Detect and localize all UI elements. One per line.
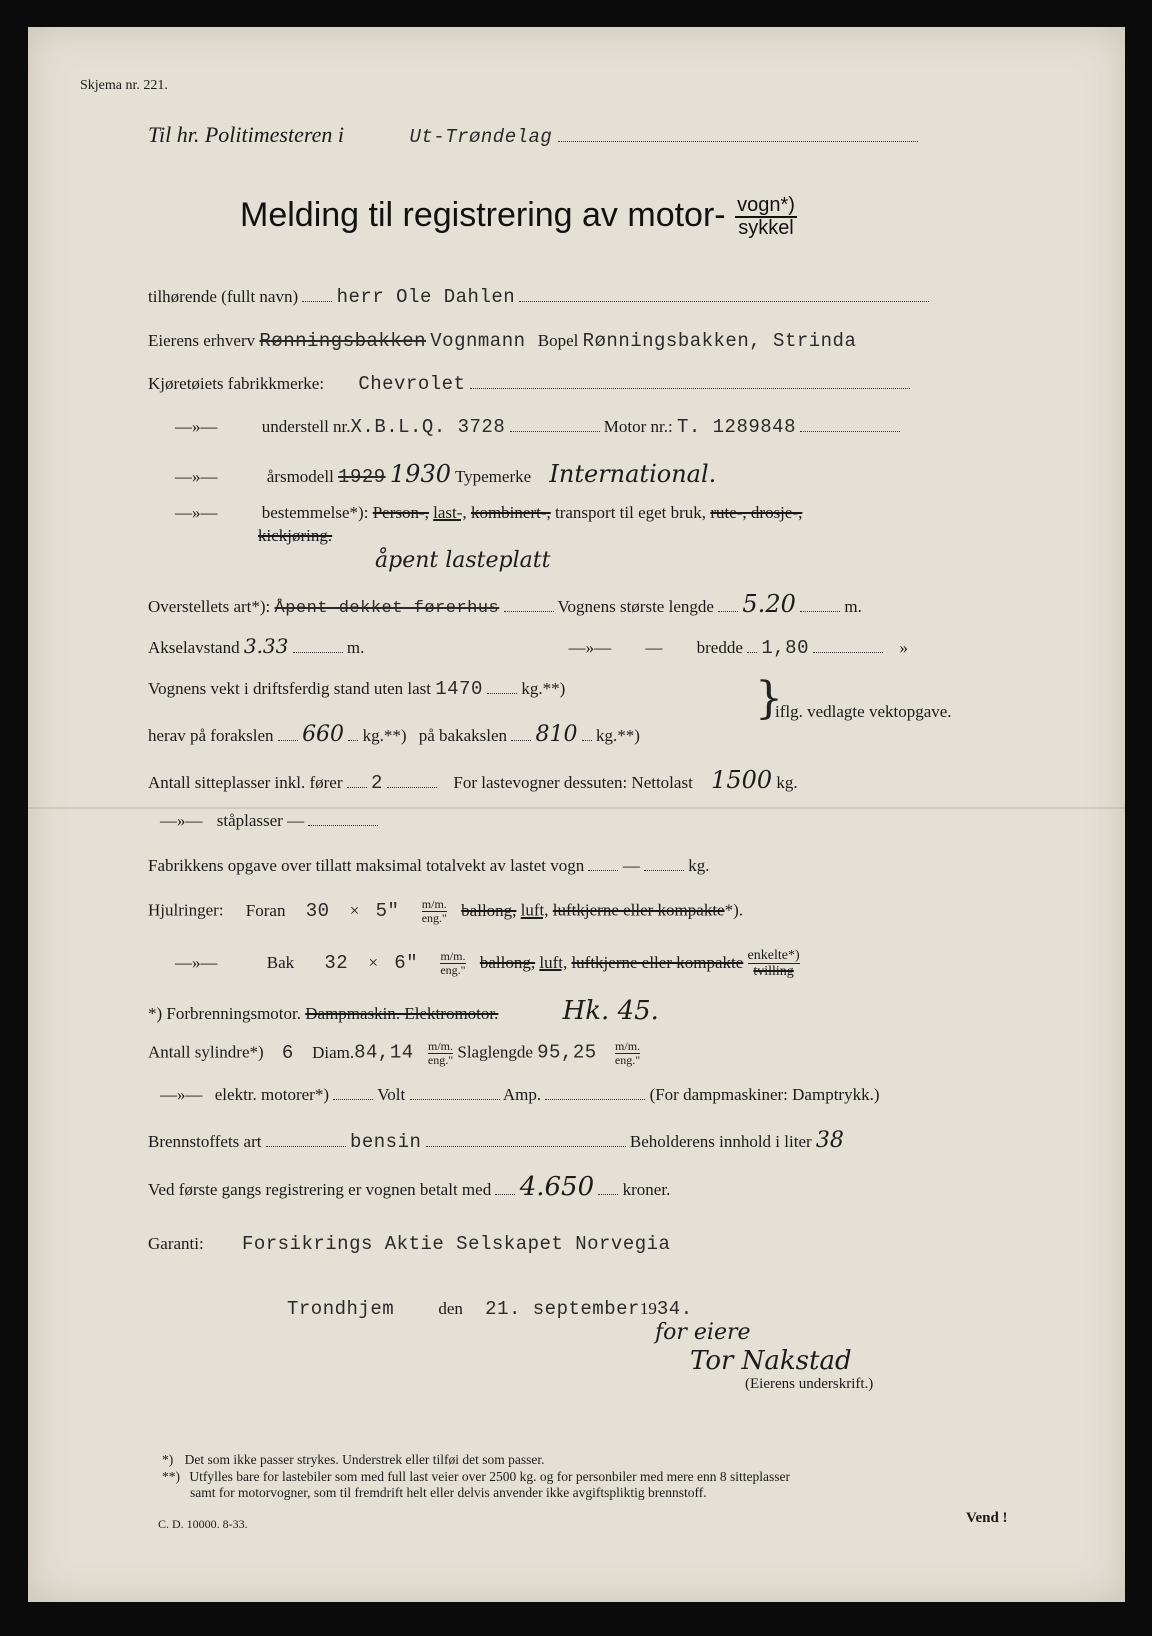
length-label: Vognens største lengde xyxy=(557,597,714,616)
guarantee-label: Garanti: xyxy=(148,1234,204,1253)
footnote-mark: *) xyxy=(162,1452,174,1467)
purpose-row xyxy=(175,503,802,523)
purpose-rest: transport til eget bruk, xyxy=(554,503,707,522)
ditto-mark: —»— xyxy=(160,1085,203,1104)
date-value: 21. september xyxy=(485,1298,640,1320)
axle-front-label: herav på forakslen xyxy=(148,726,274,745)
to-label: Til hr. Politimesteren i xyxy=(148,122,344,147)
guarantee-row xyxy=(148,1233,670,1255)
fold-line xyxy=(28,807,1125,809)
residence-value: Rønningsbakken, Strinda xyxy=(582,330,857,352)
diam-label: Diam. xyxy=(312,1042,355,1062)
axle-rear-label: på bakakslen xyxy=(418,726,508,745)
diam-unit xyxy=(428,1040,453,1067)
price-label: Ved første gangs registrering er vognen betalt med xyxy=(148,1180,492,1199)
tank-label: Beholderens innhold i liter xyxy=(629,1132,812,1151)
chassis-row xyxy=(175,416,900,438)
model-row xyxy=(175,460,716,488)
turn-over-note: Vend ! xyxy=(966,1510,1008,1526)
owner-value: herr Ole Dahlen xyxy=(336,286,516,308)
stroke-label: Slaglengde xyxy=(457,1042,533,1062)
weight-unit: kg.**) xyxy=(521,679,566,698)
footnote-mark: **) xyxy=(162,1469,180,1484)
stroke-value: 95,25 xyxy=(537,1041,597,1064)
purpose-opt-rute: rute-, drosje-, xyxy=(710,503,803,522)
unit-top: m/m. xyxy=(440,949,466,964)
occupation-value: Vognmann xyxy=(430,330,526,352)
year-value: 34. xyxy=(656,1298,693,1320)
wheelbase-unit: m. xyxy=(346,638,365,657)
standing-row xyxy=(160,811,378,831)
body-row xyxy=(148,590,862,618)
ditto-mark: —»— xyxy=(175,503,218,522)
footnote-text: Utfylles bare for lastebiler som med full last veier over 2500 kg. og for personbiler med mere enn 8 sitteplasser xyxy=(189,1469,790,1484)
diam-value: 84,14 xyxy=(354,1041,414,1064)
chassis-value: X.B.L.Q. 3728 xyxy=(350,416,506,438)
unit-top: m/m. xyxy=(421,897,447,911)
fuel-label: Brennstoffets art xyxy=(148,1132,262,1151)
price-unit: kroner. xyxy=(622,1180,671,1199)
axle-rear-value: 810 xyxy=(535,722,578,747)
right-brace: } xyxy=(755,673,783,724)
length-unit: m. xyxy=(844,597,862,616)
unit-top: m/m. xyxy=(427,1039,453,1053)
tires-rear-side: Bak xyxy=(266,952,295,972)
chassis-label: understell nr. xyxy=(261,417,351,436)
purpose-opt-last: last-, xyxy=(433,503,467,522)
tires-rear-kompakte: luftkjerne eller kompakte xyxy=(571,952,744,972)
ditto-mark: —»— xyxy=(175,417,218,436)
weight-label: Vognens vekt i driftsferdig stand uten last xyxy=(148,679,431,698)
cargo-value: 1500 xyxy=(711,766,773,794)
wheelbase-label: Akselavstand xyxy=(148,638,240,657)
tires-front-a: 30 xyxy=(305,899,330,922)
model-value: 1930 xyxy=(389,460,451,488)
tires-rear-ballong: ballong, xyxy=(479,952,536,972)
engine-row xyxy=(148,996,659,1026)
purpose-opt-person: Person-, xyxy=(372,503,429,522)
wheelbase-row xyxy=(148,634,908,659)
title-frac-top: vogn*) xyxy=(737,194,795,216)
cylinders-label: Antall sylindre*) xyxy=(148,1042,264,1062)
owner-row xyxy=(148,286,929,308)
footnote-3: samt for motorvogner, som til fremdrift helt eller delvis anvender ikke avgiftspliktig brennstoff. xyxy=(190,1485,707,1500)
place-value: Trondhjem xyxy=(287,1298,395,1320)
tires-rear-unit xyxy=(440,950,465,977)
tires-front-luft: luft, xyxy=(520,900,549,920)
unit-bottom: eng." xyxy=(440,963,466,978)
body-struck: Åpent dekket førerhus xyxy=(274,599,500,618)
max-weight-label: Fabrikkens opgave over tillatt maksimal totalvekt av lastet vogn xyxy=(148,856,585,875)
tires-rear-row xyxy=(175,948,800,980)
signature-line2: Tor Nakstad xyxy=(690,1346,852,1376)
ditto-mark: —»— xyxy=(568,638,612,657)
cylinders-row xyxy=(148,1040,640,1067)
standing-value: — xyxy=(287,811,305,830)
to-value: Ut-Trøndelag xyxy=(409,126,553,148)
engine-hp: Hk. 45. xyxy=(562,996,659,1026)
motor-value: T. 1289848 xyxy=(676,416,796,438)
mounting-bottom: tvilling xyxy=(753,964,794,980)
to-line xyxy=(148,122,918,148)
tires-front-x: × xyxy=(349,900,360,920)
axle-front-unit: kg.**) xyxy=(362,726,407,745)
purpose-opt-kick: kickjøring. xyxy=(258,526,333,545)
residence-label: Bopel xyxy=(537,331,579,350)
engine-struck: Dampmaskin. Elektromotor. xyxy=(305,1004,499,1023)
tires-front-row xyxy=(148,898,743,925)
occupation-label: Eierens erhverv xyxy=(148,331,256,350)
width-unit: » xyxy=(899,638,908,657)
type-value: International. xyxy=(549,460,717,488)
price-value: 4.650 xyxy=(519,1172,595,1202)
tires-front-kompakte: luftkjerne eller kompakte xyxy=(552,900,725,920)
form-title xyxy=(240,195,797,239)
max-weight-row xyxy=(148,856,709,876)
occupation-struck: Rønningsbakken xyxy=(259,330,427,352)
ditto-mark: —»— xyxy=(160,811,203,830)
tires-rear-mounting xyxy=(748,948,800,980)
type-label: Typemerke xyxy=(454,467,532,486)
footnote-text: Det som ikke passer strykes. Understrek eller tilføi det som passer. xyxy=(184,1452,545,1467)
unit-top: m/m. xyxy=(615,1039,641,1053)
model-struck: 1929 xyxy=(338,466,386,488)
weight-row xyxy=(148,678,565,700)
fuel-row xyxy=(148,1128,844,1153)
unit-bottom: eng." xyxy=(421,911,447,926)
purpose-opt-kombinert: kombinert-, xyxy=(470,503,551,522)
tires-rear-b: 6" xyxy=(394,951,419,974)
cargo-label: For lastevogner dessuten: Nettolast xyxy=(453,773,693,792)
weight-value: 1470 xyxy=(435,678,483,700)
tires-front-unit xyxy=(422,898,447,925)
title-fraction xyxy=(735,195,797,239)
length-value: 5.20 xyxy=(742,590,796,618)
ditto-mark: —»— xyxy=(175,952,218,972)
electric-row xyxy=(160,1085,880,1105)
max-weight-value: — xyxy=(622,856,640,875)
wheelbase-value: 3.33 xyxy=(243,634,289,658)
footnote-1 xyxy=(162,1452,545,1468)
make-value: Chevrolet xyxy=(358,373,466,395)
tires-rear-x: × xyxy=(368,952,379,972)
print-code: C. D. 10000. 8-33. xyxy=(158,1517,248,1531)
year-prefix: 19 xyxy=(639,1299,657,1318)
purpose-label: bestemmelse*): xyxy=(261,503,369,522)
steam-note: (For dampmaskiner: Damptrykk.) xyxy=(649,1085,880,1104)
ditto-mark: —»— xyxy=(175,467,218,486)
axle-front-value: 660 xyxy=(302,722,345,747)
cylinders-value: 6 xyxy=(281,1041,294,1064)
body-label: Overstellets art*): xyxy=(148,597,271,616)
axle-rear-unit: kg.**) xyxy=(596,726,640,745)
width-label: bredde xyxy=(696,638,743,657)
price-row xyxy=(148,1172,670,1202)
seats-label: Antall sitteplasser inkl. fører xyxy=(148,773,343,792)
signature-caption: (Eierens underskrift.) xyxy=(745,1376,874,1392)
width-value: 1,80 xyxy=(761,637,809,659)
place-date-row xyxy=(287,1298,693,1320)
tires-label: Hjulringer: xyxy=(148,900,224,920)
unit-bottom: eng." xyxy=(427,1053,454,1068)
signature-line1: for eiere xyxy=(655,1320,751,1345)
unit-bottom: eng." xyxy=(614,1053,641,1068)
amp-label: Amp. xyxy=(502,1085,542,1104)
den-label: den xyxy=(438,1299,463,1318)
standing-label: ståplasser xyxy=(216,811,283,830)
schema-number: Skjema nr. 221. xyxy=(80,78,168,93)
title-main: Melding til registrering av motor- xyxy=(240,195,726,234)
fuel-value: bensin xyxy=(349,1131,422,1153)
seats-value: 2 xyxy=(371,772,383,794)
tires-front-b: 5" xyxy=(375,899,400,922)
mounting-top: enkelte*) xyxy=(747,948,800,963)
model-label: årsmodell xyxy=(266,467,334,486)
tires-front-side: Foran xyxy=(245,900,286,920)
axle-row xyxy=(148,722,640,747)
width-dash: — xyxy=(645,638,663,657)
occupation-row xyxy=(148,330,856,352)
tires-rear-luft: luft, xyxy=(539,952,568,972)
tires-rear-a: 32 xyxy=(324,951,349,974)
title-frac-bottom: sykkel xyxy=(738,217,794,239)
max-weight-unit: kg. xyxy=(688,856,710,875)
weight-note: iflg. vedlagte vektopgave. xyxy=(775,702,952,721)
stroke-unit xyxy=(615,1040,640,1067)
seats-row xyxy=(148,766,798,794)
body-handwritten: åpent lasteplatt xyxy=(375,548,551,573)
guarantee-value: Forsikrings Aktie Selskapet Norvegia xyxy=(241,1233,671,1255)
make-row xyxy=(148,373,910,395)
footnote-2 xyxy=(162,1469,790,1485)
engine-label: *) Forbrenningsmotor. xyxy=(148,1004,301,1023)
motor-label: Motor nr.: xyxy=(603,417,673,436)
tires-front-ballong: ballong, xyxy=(461,900,517,920)
tank-value: 38 xyxy=(815,1128,844,1153)
volt-label: Volt xyxy=(377,1085,406,1104)
cargo-unit: kg. xyxy=(776,773,798,792)
electric-label: elektr. motorer*) xyxy=(214,1085,329,1104)
tires-front-end: *). xyxy=(724,900,744,920)
owner-label: tilhørende (fullt navn) xyxy=(148,287,299,306)
make-label: Kjøretøiets fabrikkmerke: xyxy=(148,374,325,393)
